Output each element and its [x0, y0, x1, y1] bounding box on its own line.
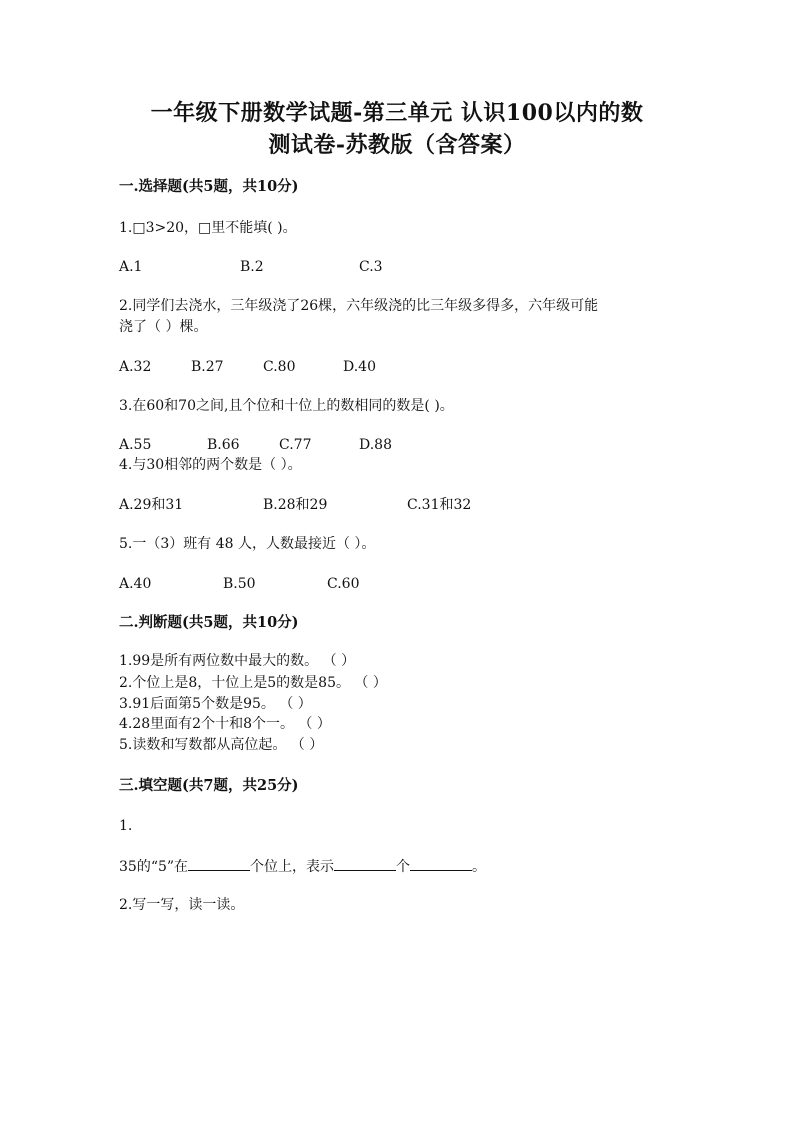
question-1-2-option-a[interactable]: A.32 — [119, 359, 152, 375]
question-1-3-option-a[interactable]: A.55 — [119, 437, 152, 453]
judgement-item-2: 2.个位上是8，十位上是5的数是85。 （ ） — [119, 675, 387, 691]
question-1-1-option-c[interactable]: C.3 — [359, 259, 383, 275]
question-1-2-option-d[interactable]: D.40 — [343, 359, 376, 375]
judgement-item-3: 3.91后面第5个数是95。 （ ） — [119, 696, 312, 712]
question-1-3-option-b[interactable]: B.66 — [207, 437, 240, 453]
fill-question-2-text: 2.写一写，读一读。 — [119, 897, 245, 913]
question-1-2-text-line-2: 浇了（ ）棵。 — [119, 319, 208, 335]
fill-question-1-text — [119, 856, 486, 877]
question-1-4-option-b[interactable]: B.28和29 — [263, 497, 328, 513]
fill-question-1-part-1: 35的“5”在 — [119, 859, 189, 875]
judgement-item-5: 5.读数和写数都从高位起。 （ ） — [119, 737, 324, 753]
question-1-5-option-b[interactable]: B.50 — [223, 576, 256, 592]
question-1-2-text-line-1: 2.同学们去浇水，三年级浇了26棵，六年级浇的比三年级多得多，六年级可能 — [119, 298, 599, 314]
question-1-5-option-a[interactable]: A.40 — [119, 576, 152, 592]
question-1-4-text: 4.与30相邻的两个数是（ ）。 — [119, 457, 302, 473]
fill-question-1-part-3: 个 — [396, 859, 411, 875]
question-1-4-option-c[interactable]: C.31和32 — [407, 497, 472, 513]
fill-blank-2[interactable] — [334, 856, 396, 871]
fill-question-1-part-2: 个位上，表示 — [250, 859, 335, 875]
question-1-4-option-a[interactable]: A.29和31 — [119, 497, 184, 513]
section-heading-true-false: 二.判断题(共5题，共10分) — [119, 614, 299, 631]
question-1-1-text: 1.□3>20，□里不能填( )。 — [119, 220, 297, 236]
section-heading-fill-in: 三.填空题(共7题，共25分) — [119, 777, 299, 794]
question-1-3-option-c[interactable]: C.77 — [279, 437, 312, 453]
question-1-3-option-d[interactable]: D.88 — [359, 437, 392, 453]
fill-blank-3[interactable] — [410, 856, 472, 871]
judgement-item-1: 1.99是所有两位数中最大的数。 （ ） — [119, 653, 356, 669]
fill-question-1-number: 1. — [119, 818, 133, 834]
question-1-5-option-c[interactable]: C.60 — [327, 576, 360, 592]
document-title-line-2: 测试卷-苏教版（含答案） — [268, 132, 526, 158]
document-title-line-1: 一年级下册数学试题-第三单元 认识100以内的数 — [150, 100, 644, 126]
question-1-3-text: 3.在60和70之间,且个位和十位上的数相同的数是( )。 — [119, 398, 454, 414]
fill-question-1-part-4: 。 — [472, 859, 487, 875]
section-heading-multiple-choice: 一.选择题(共5题，共10分) — [119, 178, 299, 195]
question-1-5-text: 5.一（3）班有 48 人，人数最接近（ ）。 — [119, 536, 376, 552]
judgement-item-4: 4.28里面有2个十和8个一。 （ ） — [119, 716, 331, 732]
fill-blank-1[interactable] — [188, 856, 250, 871]
question-1-1-option-b[interactable]: B.2 — [240, 259, 264, 275]
question-1-1-option-a[interactable]: A.1 — [119, 259, 143, 275]
question-1-2-option-c[interactable]: C.80 — [263, 359, 296, 375]
question-1-2-option-b[interactable]: B.27 — [191, 359, 224, 375]
